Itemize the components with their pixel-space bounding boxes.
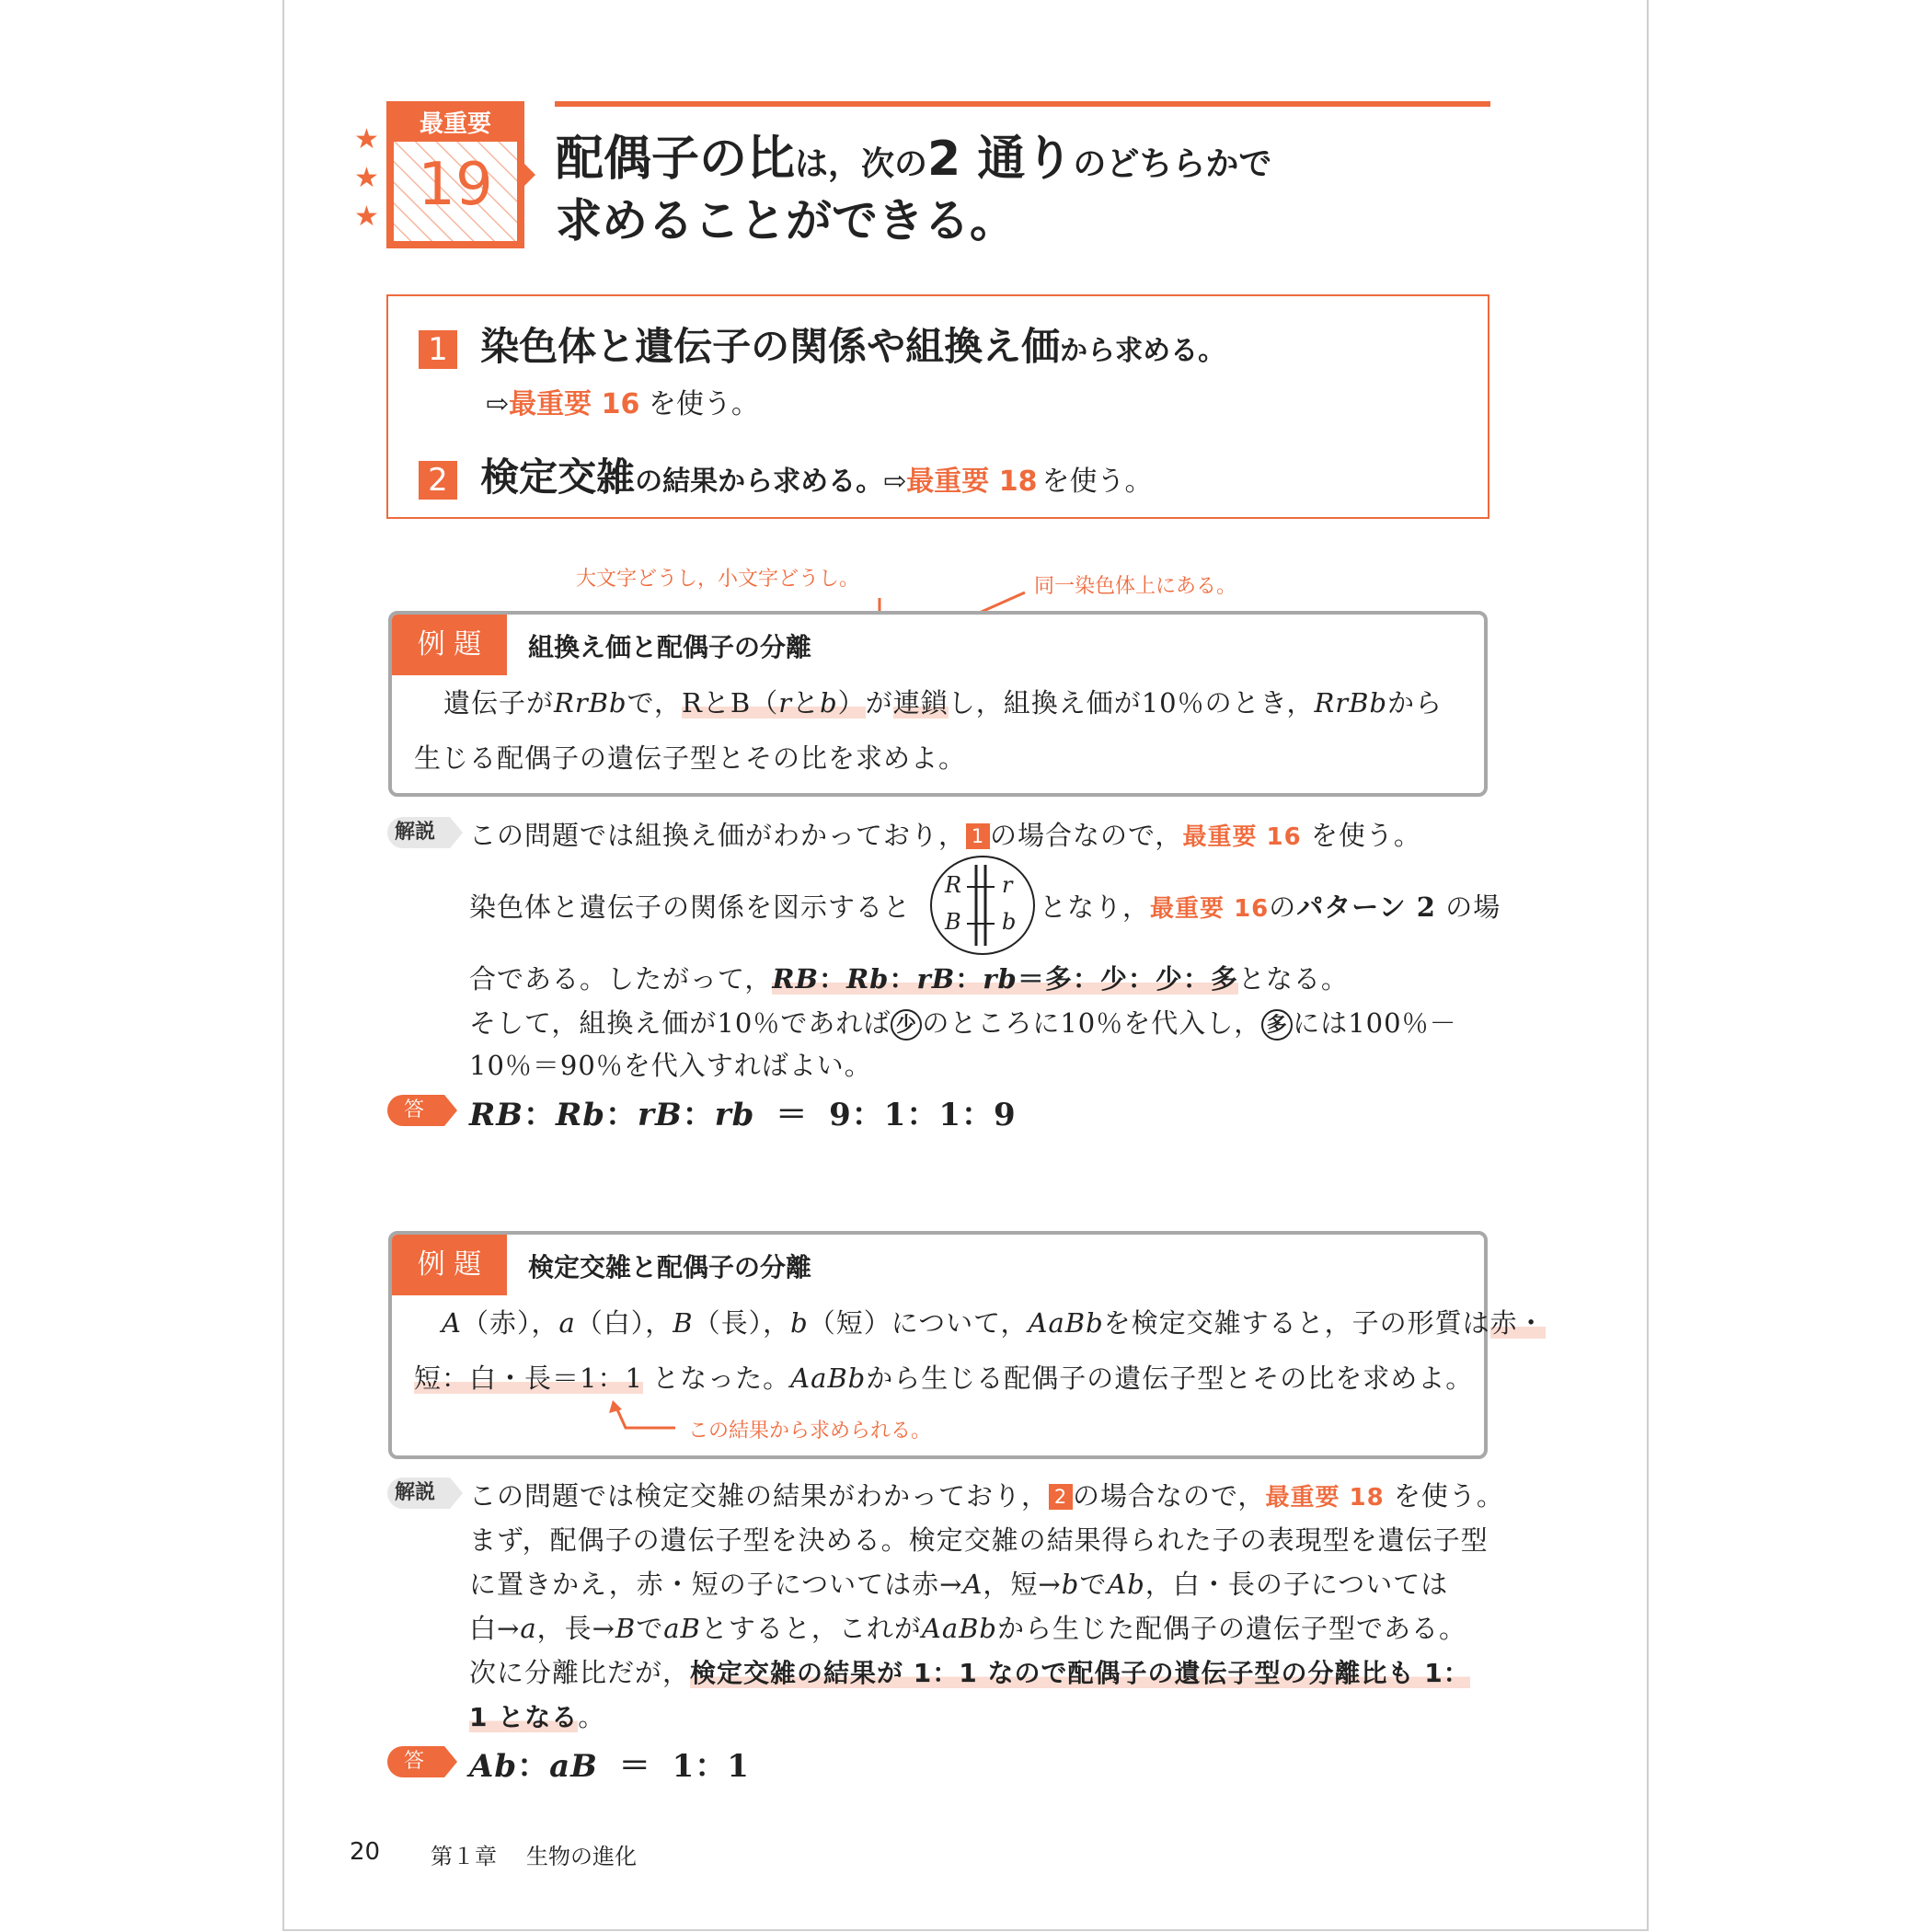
summary-item-2 (419, 447, 1153, 502)
reference-tail: を使う。 (1041, 466, 1153, 498)
chromosome-diagram (930, 856, 1035, 955)
solution-1-line-2a: 染色体と遺伝子の関係を図示すると (469, 891, 912, 923)
text: を検定交雑すると，子の形質は (1103, 1307, 1490, 1339)
number-box: 1 (966, 823, 990, 849)
annotation-arrow (607, 1398, 681, 1435)
number-box: 2 (1049, 1484, 1073, 1510)
example-2-line-1 (442, 1303, 1546, 1340)
annotation-note: この結果から求められる。 (688, 1420, 932, 1443)
gamete: aB (663, 1613, 701, 1644)
solution-label: 解説 (387, 1478, 450, 1509)
importance-badge (386, 101, 524, 248)
example-title: 検定交雑と配偶子の分離 (528, 1252, 812, 1282)
text: そして，組換え価が10％であれば (469, 1007, 891, 1039)
text: （白）， (575, 1307, 673, 1339)
text: に置きかえ，赤・短の子については赤→ (469, 1569, 963, 1600)
example-tab: 例 題 (392, 615, 507, 675)
text: を使う。 (1393, 1480, 1504, 1512)
star-icon: ★ (354, 162, 379, 194)
solution-label: 解説 (387, 817, 450, 848)
text: と (792, 687, 821, 719)
text: を使う。 (1310, 820, 1421, 851)
gene: b (790, 1307, 809, 1339)
text: から生じる配偶子の遺伝子型とその比を求めよ。 (866, 1363, 1474, 1394)
solution-1-line-4 (469, 1003, 1457, 1041)
annotation-note: 大文字どうし，小文字どうし。 (576, 568, 860, 591)
solution-2-line-2: まず，配偶子の遺伝子型を決める。検定交雑の結果得られた子の表現型を遺伝子型 (469, 1524, 1489, 1556)
text: の場合なので， (990, 820, 1183, 851)
reference-link[interactable]: 最重要 16 (509, 388, 640, 420)
gene: a (558, 1307, 576, 1339)
text: で (636, 1613, 664, 1644)
highlight-linkage: 連鎖 (892, 687, 949, 719)
summary-item-1-ref (486, 381, 759, 421)
text: し，組換え価が10％のとき， (948, 687, 1315, 719)
text: の場合なので， (1073, 1480, 1266, 1512)
text: ＝多：少：少：多 (1017, 963, 1238, 995)
gamete: rb (983, 963, 1018, 995)
text: （赤）， (461, 1307, 559, 1339)
text: ，短→ (983, 1569, 1062, 1600)
gene: b (820, 687, 838, 719)
gene: B (730, 687, 752, 719)
solution-2-line-6 (469, 1696, 605, 1734)
solution-1-line-2b (1040, 887, 1501, 925)
solution-1-line-5: 10％＝90％を代入すればよい。 (469, 1050, 872, 1081)
text: （ (751, 687, 779, 719)
annotation-note: 同一染色体上にある。 (1034, 575, 1237, 598)
text: ： (605, 1097, 638, 1133)
gene: B (673, 1307, 694, 1339)
text: が (865, 687, 893, 719)
text: ： (517, 1748, 550, 1785)
text: と (702, 687, 730, 719)
title-keyword-2: 2 通り (927, 132, 1074, 187)
equals: ＝ (776, 1097, 809, 1133)
gamete: rb (714, 1097, 755, 1133)
text: ： (682, 1097, 715, 1133)
highlight-result: 短：白・長＝1：1 (414, 1363, 643, 1394)
gamete: RB (469, 1097, 523, 1133)
gene: A (962, 1569, 983, 1600)
star-icon: ★ (354, 201, 379, 233)
page-number: 20 (350, 1838, 381, 1866)
text: で， (627, 687, 683, 719)
genotype: RrBb (554, 687, 627, 719)
reference-link[interactable]: 最重要 18 (906, 466, 1038, 498)
number-box-1: 1 (419, 330, 457, 369)
summary-item-1-tail: から求める。 (1060, 335, 1226, 367)
solution-2-line-1 (469, 1476, 1504, 1513)
title-text: は，次の (795, 145, 928, 183)
gamete: rB (638, 1097, 683, 1133)
text: （長）， (693, 1307, 791, 1339)
genotype: AaBb (790, 1363, 867, 1394)
genotype: AaBb (921, 1613, 997, 1644)
gene-r: r (1002, 872, 1013, 898)
solution-1-line-3 (469, 959, 1349, 996)
example-1-line-1 (443, 683, 1443, 720)
reference-link[interactable]: 最重要 16 (1150, 895, 1270, 923)
text: の (1269, 891, 1297, 923)
gamete: rB (916, 963, 956, 995)
text: のところに10％を代入し， (922, 1007, 1262, 1039)
summary-item-1 (419, 316, 1225, 372)
solution-1-line-1 (469, 815, 1421, 853)
text: ： (523, 1097, 556, 1133)
pattern-label: パターン 2 (1296, 891, 1436, 923)
solution-2-line-4 (469, 1608, 1466, 1646)
gamete: Rb (846, 963, 890, 995)
arrow-icon: ⇨ (486, 388, 510, 420)
title-rule (555, 101, 1490, 107)
number-box-2: 2 (419, 461, 457, 500)
text: で (1079, 1569, 1108, 1600)
badge-pointer (524, 164, 535, 186)
answer-ratio: 1：1 (672, 1748, 750, 1785)
gene: R (682, 687, 703, 719)
text: （短）について， (808, 1307, 1029, 1339)
arrow-icon: ⇨ (883, 466, 907, 498)
solution-2-line-5 (469, 1652, 1470, 1690)
highlight-result: 赤・ (1489, 1307, 1546, 1339)
chapter-label: 第１章 (431, 1844, 497, 1869)
key-point-highlight: 検定交雑の結果が 1：1 なので配偶子の遺伝子型の分離比も 1： (690, 1658, 1470, 1688)
example-1-line-2: 生じる配偶子の遺伝子型とその比を求めよ。 (414, 742, 967, 774)
example-tab: 例 題 (392, 1235, 507, 1295)
text: ，白・長の子については (1144, 1569, 1449, 1600)
star-icon: ★ (354, 123, 379, 155)
example-2-line-2 (414, 1358, 1473, 1396)
text: 合である。したがって， (469, 963, 773, 995)
answer-ratio: 9：1：1：9 (829, 1097, 1017, 1133)
page-title-line2: 求めることができる。 (556, 194, 1016, 247)
solution-2-line-3 (469, 1564, 1448, 1602)
text: から (1387, 687, 1443, 719)
title-text-2: のどちらかで (1073, 145, 1272, 183)
gene: a (520, 1613, 537, 1644)
gamete: Ab (1107, 1569, 1145, 1600)
text: には100％－ (1293, 1007, 1457, 1039)
text: ： (819, 963, 847, 995)
text: この問題では検定交雑の結果がわかっており， (469, 1480, 1050, 1512)
reference-link[interactable]: 最重要 16 (1182, 823, 1302, 851)
gamete: RB (772, 963, 820, 995)
key-point-highlight: 1 となる (469, 1702, 579, 1732)
highlight-linked (682, 687, 866, 719)
genotype: AaBb (1028, 1307, 1104, 1339)
gene-B: B (945, 909, 961, 935)
answer-label: 答 (387, 1746, 444, 1777)
text: とすると，これが (700, 1613, 922, 1644)
gene-b: b (1002, 909, 1017, 935)
title-keyword: 配偶子の比 (556, 132, 796, 187)
circled-few: 少 (891, 1009, 922, 1041)
text: 次に分離比だが， (469, 1657, 691, 1688)
badge-label: 最重要 (419, 110, 491, 138)
genotype: RrBb (1314, 687, 1388, 719)
example-title: 組換え価と配偶子の分離 (528, 632, 812, 662)
summary-item-2-main: 検定交雑 (480, 454, 636, 500)
text: ） (837, 687, 866, 719)
circled-many: 多 (1261, 1009, 1293, 1041)
summary-item-2-tail: の結果から求める。 (635, 466, 884, 498)
answer-2 (469, 1741, 750, 1786)
text: となった。 (652, 1363, 791, 1394)
gene: B (615, 1613, 637, 1644)
gamete: Ab (469, 1748, 518, 1785)
gamete: Rb (556, 1097, 606, 1133)
gene-R: R (945, 872, 962, 898)
ratio-highlight (772, 963, 1237, 995)
text: となる。 (1237, 963, 1349, 995)
text: この問題では組換え価がわかっており， (469, 820, 967, 851)
equals: ＝ (618, 1748, 651, 1785)
summary-item-1-main: 染色体と遺伝子の関係や組換え価 (480, 324, 1061, 369)
text: ，長→ (536, 1613, 615, 1644)
example-box-2 (388, 1231, 1488, 1459)
text: 遺伝子が (443, 687, 555, 719)
gene: A (442, 1307, 462, 1339)
text: ： (889, 963, 917, 995)
text: の場 (1445, 891, 1501, 923)
answer-1 (469, 1089, 1017, 1134)
reference-tail: を使う。 (648, 388, 759, 420)
text: ： (955, 963, 983, 995)
chapter-title: 生物の進化 (526, 1844, 637, 1869)
reference-link[interactable]: 最重要 18 (1265, 1484, 1385, 1512)
badge-number: 19 (418, 151, 493, 219)
text: 白→ (469, 1613, 521, 1644)
answer-label: 答 (387, 1095, 444, 1126)
gene: r (778, 687, 793, 719)
gamete: aB (549, 1748, 598, 1785)
text: 。 (578, 1701, 606, 1732)
gene: b (1061, 1569, 1080, 1600)
text: から生じた配偶子の遺伝子型である。 (996, 1613, 1466, 1644)
page-title (556, 120, 1271, 189)
text: となり， (1040, 891, 1151, 923)
